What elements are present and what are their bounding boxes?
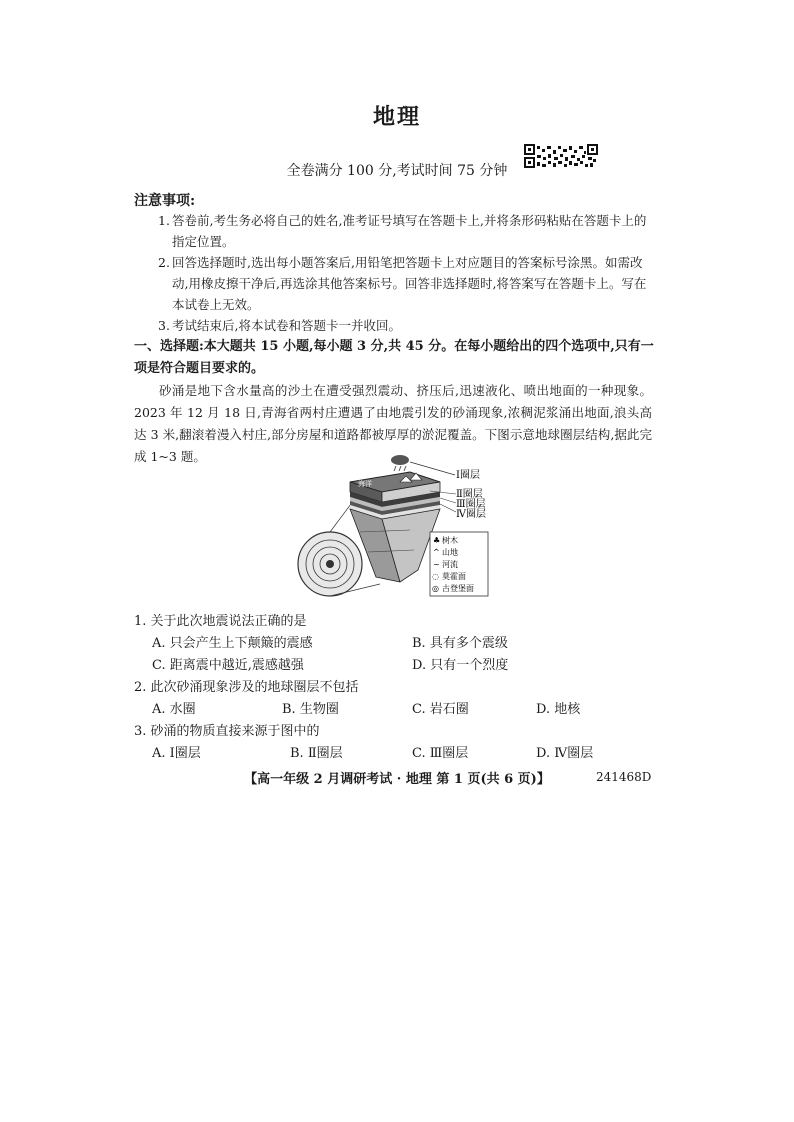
question-2-option-c[interactable]: C. 岩石圈 (412, 702, 469, 717)
question-2-stem: 2. 此次砂涌现象涉及的地球圈层不包括 (134, 680, 359, 695)
legend-item: 河流 (442, 560, 458, 569)
notice-title: 注意事项: (134, 193, 196, 209)
notice-item (158, 315, 648, 336)
notice-item-text: 考试结束后,将本试卷和答题卡一并收回。 (172, 318, 401, 333)
legend-item: 山地 (442, 548, 458, 557)
question-1-option-c[interactable]: C. 距离震中越近,震感越强 (152, 658, 304, 673)
question-3-option-c[interactable]: C. Ⅲ圈层 (412, 746, 469, 761)
tree-icon: ♣ (433, 536, 441, 545)
legend-item: 树木 (442, 536, 458, 545)
section-heading: 一、选择题:本大题共 15 小题,每小题 3 分,共 45 分。在每小题给出的四个选项中,只有一项是符合题目要求的。 (134, 339, 654, 376)
passage-text: 砂涌是地下含水量高的沙土在遭受强烈震动、挤压后,迅速液化、喷出地面的一种现象。2023 年 12 月 18 日,青海省两村庄遭遇了由地震引发的砂涌现象,浓稠泥浆涌出地面,浪头高达 3 米,翻滚着漫入村庄,部分房屋和道路都被厚厚的淤泥覆盖。下图示意地球圈层结构,据此完成 1~3 题。 (134, 383, 652, 464)
mountain-icon: ^ (433, 548, 440, 557)
notice-item-text: 回答选择题时,选出每小题答案后,用铅笔把答题卡上对应题目的答案标号涂黑。如需改动,用橡皮擦干净后,再选涂其他答案标号。回答非选择题时,将答案写在答题卡上。写在本试卷上无效。 (172, 255, 647, 312)
page-footer: 【高一年级 2 月调研考试 · 地理 第 1 页(共 6 页)】 (244, 772, 550, 787)
notice-item (158, 252, 648, 315)
question-1-stem: 1. 关于此次地震说法正确的是 (134, 614, 307, 629)
notice-item-number: 1. (158, 213, 170, 228)
notice-item-number: 2. (158, 255, 170, 270)
notice-item-number: 3. (158, 318, 170, 333)
question-2-option-a[interactable]: A. 水圈 (152, 702, 196, 717)
legend-item: 莫霍面 (442, 572, 466, 581)
layer-label-4: Ⅳ圈层 (456, 509, 486, 520)
exam-title: 地理 (372, 104, 421, 130)
exam-subtitle: 全卷满分 100 分,考试时间 75 分钟 (286, 163, 508, 179)
gutenberg-icon: ◎ (432, 584, 439, 593)
question-1-option-a[interactable]: A. 只会产生上下颠簸的震感 (152, 636, 313, 651)
diagram-legend (430, 532, 488, 596)
earth-sphere-diagram (290, 452, 500, 602)
question-3-option-b[interactable]: B. Ⅱ圈层 (290, 746, 343, 761)
layer-label-2: Ⅱ圈层 (456, 489, 483, 500)
globe-circle (298, 532, 362, 596)
exam-code: 241468D (596, 770, 652, 784)
question-3-option-d[interactable]: D. Ⅳ圈层 (536, 746, 594, 761)
question-1-option-d[interactable]: D. 只有一个烈度 (412, 658, 509, 673)
notice-item-text: 答卷前,考生务必将自己的姓名,准考证号填写在答题卡上,并将条形码粘贴在答题卡上的指定位置。 (172, 213, 647, 249)
question-3-stem: 3. 砂涌的物质直接来源于图中的 (134, 724, 320, 739)
legend-item: 古登堡面 (442, 584, 474, 593)
layer-label-1: Ⅰ圈层 (456, 470, 480, 481)
question-2-option-b[interactable]: B. 生物圈 (282, 702, 339, 717)
moho-icon: ◌ (432, 572, 439, 581)
crust-block (350, 472, 440, 582)
ocean-label: 海洋 (358, 480, 372, 488)
question-1-option-b[interactable]: B. 具有多个震级 (412, 636, 508, 651)
river-icon: ~ (433, 560, 440, 569)
question-2-option-d[interactable]: D. 地核 (536, 702, 581, 717)
question-3-option-a[interactable]: A. Ⅰ圈层 (152, 746, 201, 761)
notice-list (158, 210, 648, 336)
cloud-rain-icon (391, 455, 409, 471)
notice-item (158, 210, 648, 252)
layer-label-3: Ⅲ圈层 (456, 499, 486, 510)
